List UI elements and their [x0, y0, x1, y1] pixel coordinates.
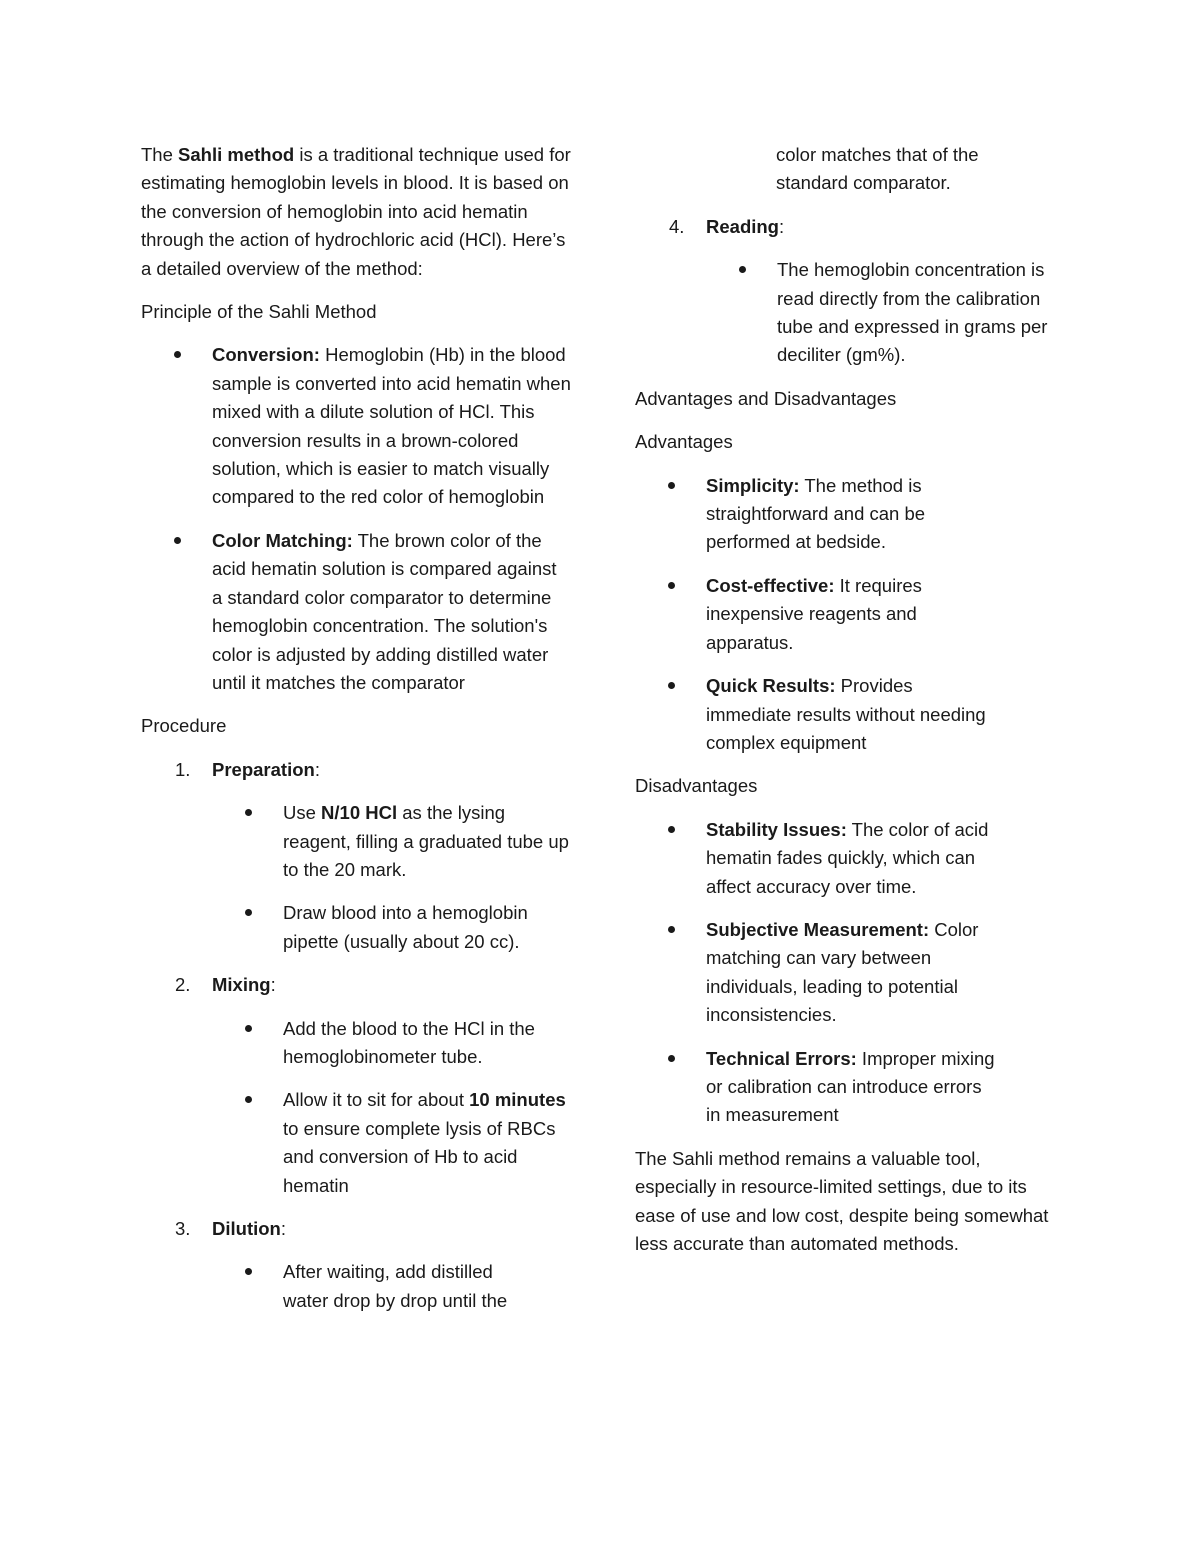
- sub-text: After waiting, add distilled water drop by drop until the: [283, 1261, 508, 1311]
- sub-bold: N/10 HCl: [321, 802, 398, 824]
- item-text: The brown color of the acid hematin solution is compared against a standard color comparator to determine hemoglobin concentration. The solution's color is adjusted by adding distilled water until it matches the comparator: [212, 529, 557, 693]
- bullet-icon: [174, 537, 181, 544]
- list-item: [635, 672, 996, 757]
- step-continuation: color matches that of the standard comparator.: [776, 144, 979, 194]
- principle-heading: Principle of the Sahli Method: [141, 301, 377, 323]
- procedure-steps: [141, 971, 571, 999]
- item-text: Provides immediate results without needing complex equipment: [706, 675, 986, 753]
- bullet-icon: [245, 909, 252, 916]
- bullet-icon: [739, 266, 746, 273]
- item-term: Color Matching:: [212, 529, 353, 551]
- bullet-icon: [668, 582, 675, 589]
- item-text: The color of acid hematin fades quickly, which can affect accuracy over time.: [706, 818, 989, 897]
- conclusion-paragraph: The Sahli method remains a valuable tool, especially in resource-limited settings, due to its ease of use and low cost, despite being somewhat less accurate than automated methods.: [635, 1147, 1049, 1254]
- step-colon: :: [280, 1218, 286, 1239]
- step-title-text: Dilution: [212, 1218, 281, 1239]
- procedure-steps: [635, 213, 1065, 241]
- sub-text: as the lysing reagent, filling a graduated tube up to the 20 mark.: [283, 802, 569, 880]
- bullet-icon: [174, 351, 181, 358]
- list-item: [635, 472, 996, 557]
- list-item: [635, 916, 996, 1030]
- step-title-text: Preparation: [212, 758, 315, 780]
- intro-text-pre: The: [141, 144, 179, 165]
- item-term: Cost-effective:: [706, 574, 835, 596]
- step-colon: :: [270, 974, 276, 996]
- item-term: Subjective Measurement:: [706, 918, 930, 940]
- step-number: 3.: [175, 1218, 191, 1239]
- list-item: [706, 256, 1057, 370]
- item-term: Conversion:: [212, 344, 320, 366]
- advantages-heading: Advantages: [635, 431, 733, 453]
- adv-disadv-heading: Advantages and Disadvantages: [635, 387, 897, 409]
- sub-bold: 10 minutes: [469, 1089, 566, 1111]
- step-number: 2.: [175, 974, 191, 996]
- bullet-icon: [668, 682, 675, 689]
- list-item: [212, 1015, 571, 1072]
- list-item: [635, 572, 996, 657]
- step-title: [706, 213, 1065, 241]
- item-text: Hemoglobin (Hb) in the blood sample is converted into acid hematin when mixed with a dilute solution of HCl. This conversion results in a brown-colored solution, which is easier to match visually compared to the red color of hemoglobin: [212, 344, 571, 508]
- item-term: Technical Errors:: [706, 1047, 857, 1069]
- step-title: [212, 756, 571, 784]
- sub-text: Use: [283, 802, 322, 824]
- principle-list: [141, 341, 571, 697]
- bullet-icon: [245, 1096, 252, 1103]
- step-sublist: [635, 256, 1065, 370]
- sub-text: Add the blood to the HCl in the hemoglobinometer tube.: [283, 1017, 535, 1067]
- procedure-step: [635, 213, 1065, 241]
- item-text: It requires inexpensive reagents and apparatus.: [706, 574, 922, 653]
- bullet-icon: [245, 1268, 252, 1275]
- list-item: [141, 527, 571, 697]
- bullet-icon: [668, 926, 675, 933]
- procedure-step: [141, 756, 571, 784]
- item-text: Color matching can vary between individuals, leading to potential inconsistencies.: [706, 918, 979, 1026]
- list-item: [212, 1258, 543, 1315]
- step-number: 4.: [669, 215, 685, 237]
- item-text: Improper mixing or calibration can introduce errors in measurement: [706, 1047, 995, 1126]
- step-sublist: [141, 1258, 571, 1315]
- right-column: [635, 141, 1065, 1273]
- list-item: [635, 1045, 996, 1130]
- list-item: [212, 799, 571, 884]
- bullet-icon: [668, 826, 675, 833]
- procedure-steps: [141, 756, 571, 784]
- list-item: [141, 341, 571, 511]
- bullet-icon: [668, 1055, 675, 1062]
- disadvantages-list: [635, 816, 1065, 1130]
- step-colon: :: [778, 215, 785, 237]
- step-title: [212, 1215, 571, 1243]
- list-item: [212, 1086, 571, 1200]
- item-term: Quick Results:: [706, 675, 836, 697]
- left-column: [141, 141, 571, 1330]
- disadvantages-heading: Disadvantages: [635, 775, 758, 797]
- step-title-text: Mixing: [212, 974, 271, 996]
- procedure-heading: Procedure: [141, 715, 227, 737]
- intro-term: Sahli method: [178, 144, 295, 165]
- bullet-icon: [245, 809, 252, 816]
- bullet-icon: [245, 1025, 252, 1032]
- item-text: The method is straightforward and can be performed at bedside.: [706, 474, 926, 553]
- sub-text: Allow it to sit for about: [283, 1089, 470, 1111]
- sub-text: Draw blood into a hemoglobin pipette (usually about 20 cc).: [283, 902, 528, 952]
- sub-text: The hemoglobin concentration is read directly from the calibration tube and expressed in grams per deciliter (gm%).: [777, 259, 1048, 366]
- list-item: [212, 899, 571, 956]
- step-title-text: Reading: [706, 215, 779, 237]
- bullet-icon: [668, 482, 675, 489]
- step-number: 1.: [175, 758, 191, 780]
- step-title: [212, 971, 571, 999]
- step-sublist: [141, 799, 571, 956]
- sub-text: to ensure complete lysis of RBCs and conversion of Hb to acid hematin: [283, 1117, 556, 1196]
- procedure-step: [141, 971, 571, 999]
- advantages-list: [635, 472, 1065, 758]
- intro-text-post: is a traditional technique used for estimating hemoglobin levels in blood. It is based on the conversion of hemoglobin into acid hematin through the action of hydrochloric acid (HCl). Here’s a detailed overview of the method:: [141, 144, 571, 279]
- list-item: [635, 816, 996, 901]
- procedure-steps: [141, 1215, 571, 1243]
- item-term: Stability Issues:: [706, 818, 847, 840]
- step-sublist: [141, 1015, 571, 1200]
- step-colon: :: [314, 758, 320, 780]
- intro-paragraph: [141, 141, 571, 283]
- procedure-step: [141, 1215, 571, 1243]
- item-term: Simplicity:: [706, 474, 800, 496]
